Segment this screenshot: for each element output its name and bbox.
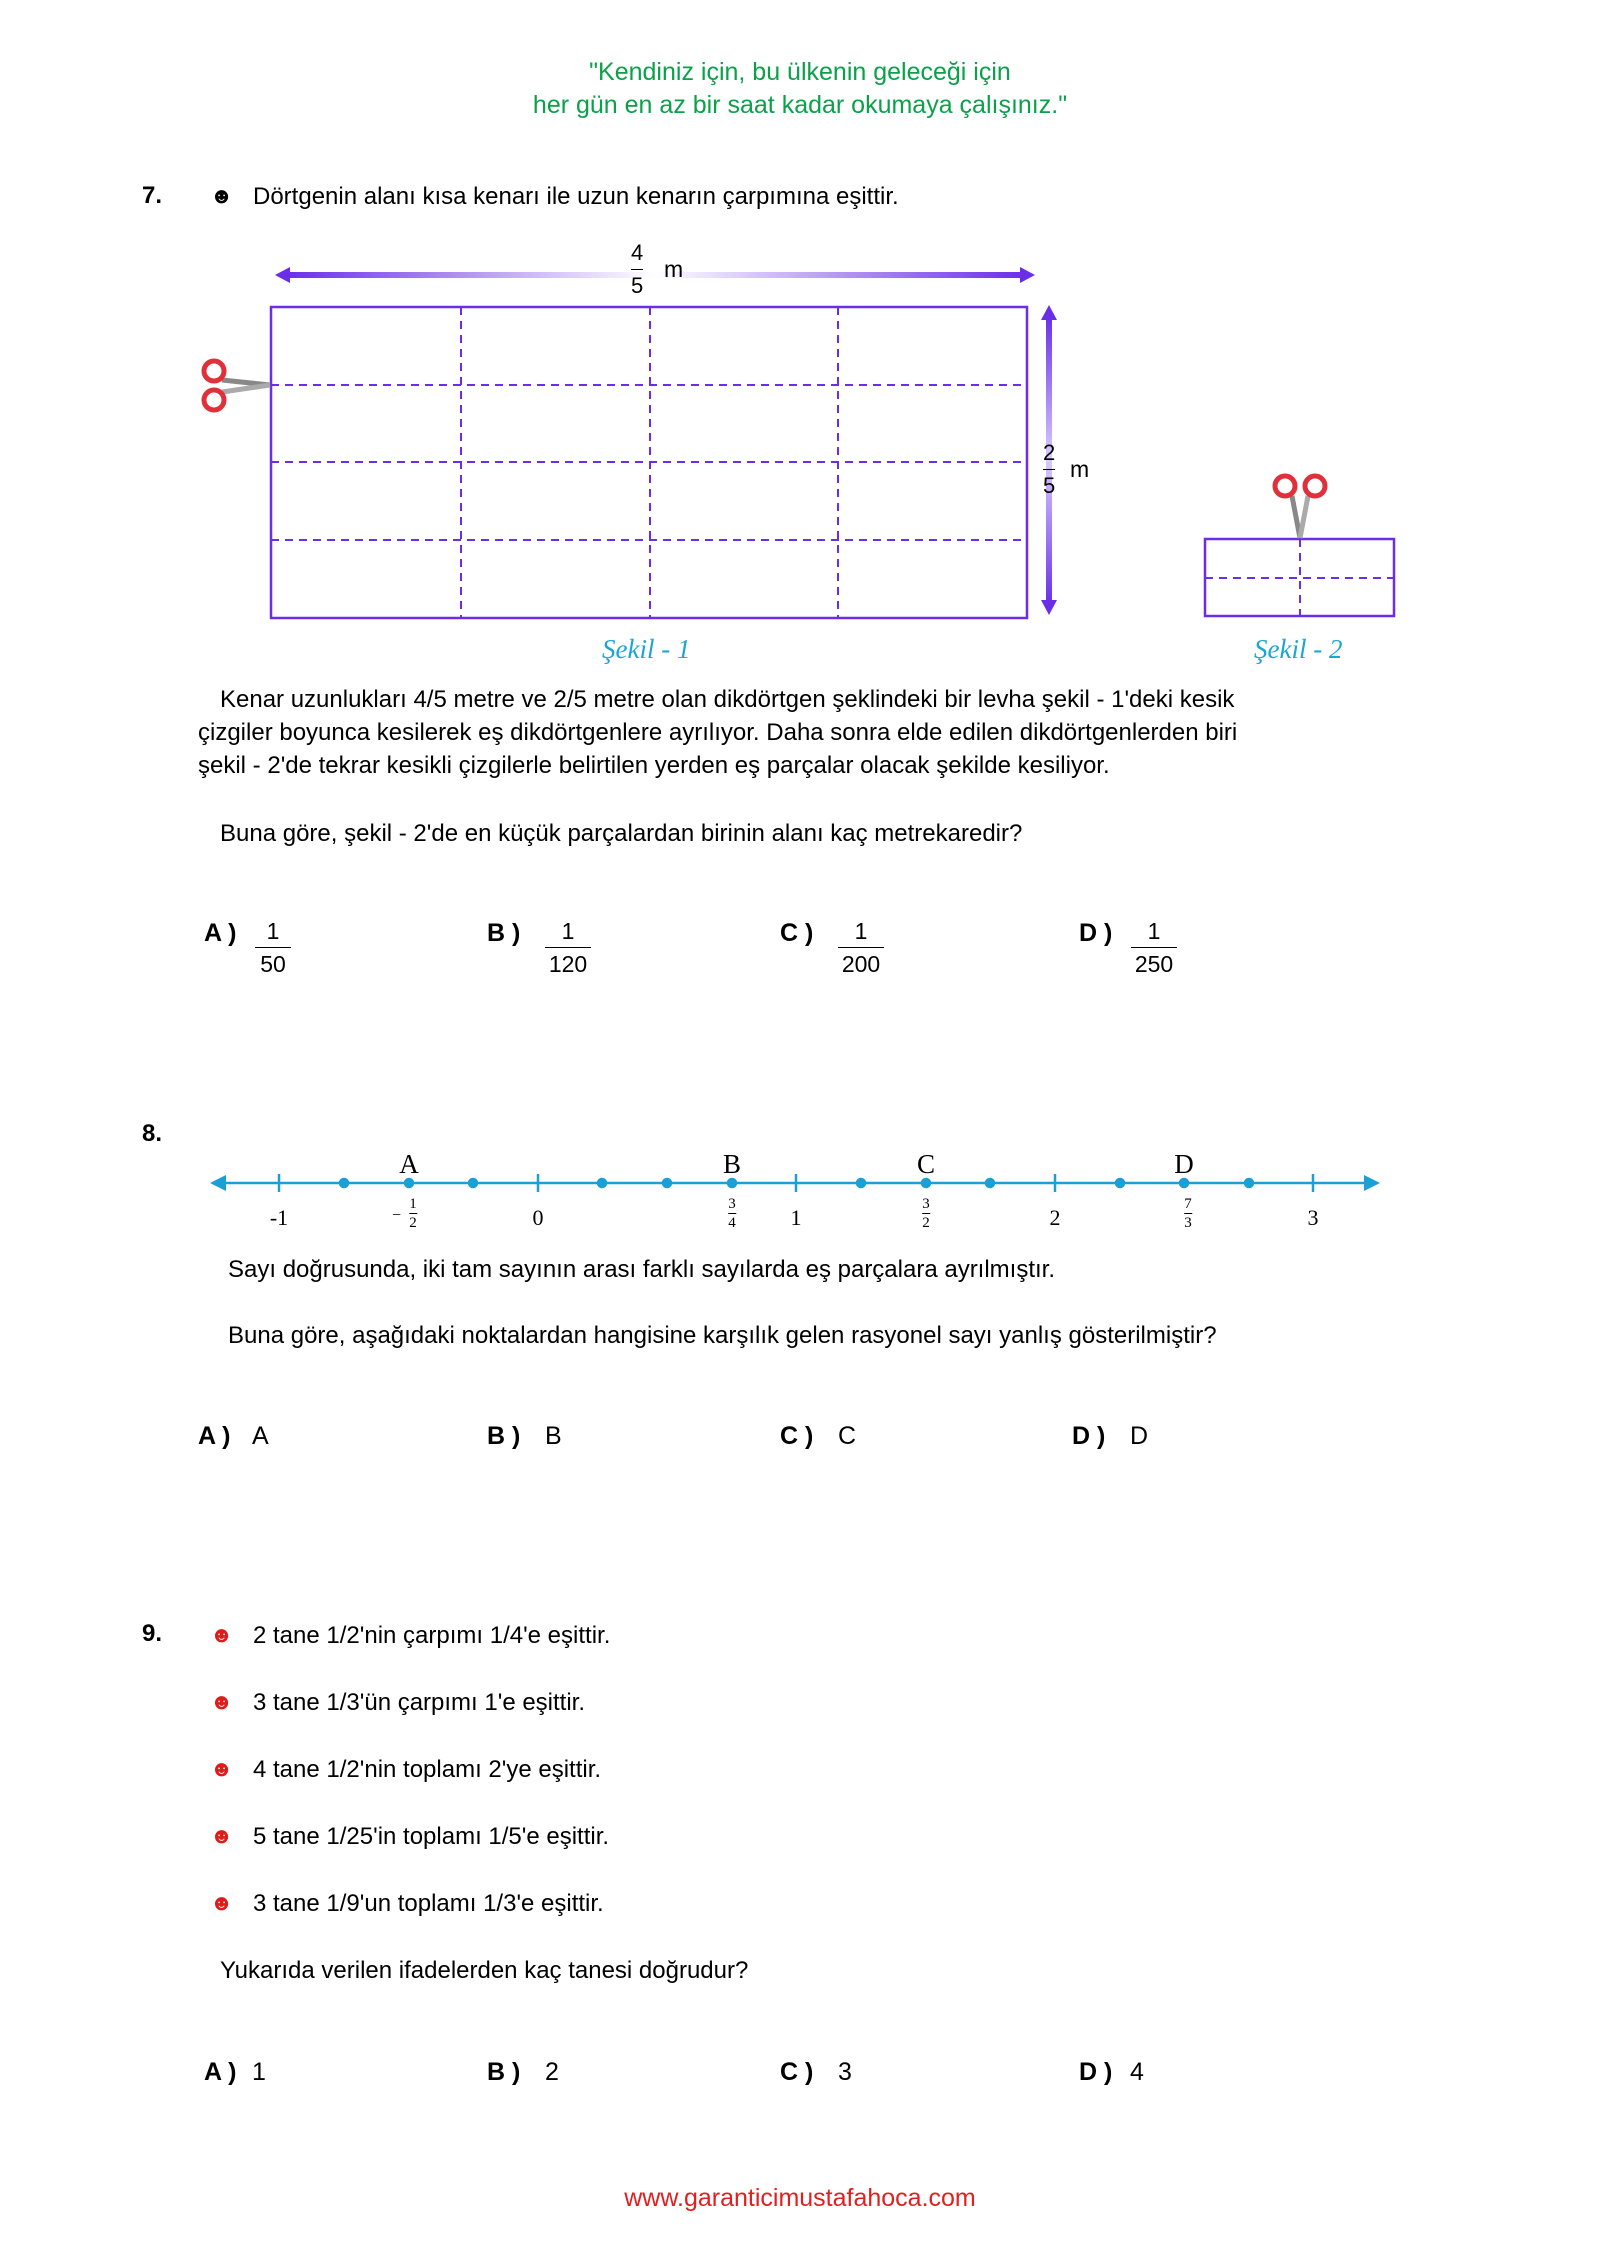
option-denominator: 200 — [841, 951, 881, 977]
tick-label: 3 — [1307, 1205, 1319, 1230]
point-c-letter: C — [916, 1149, 936, 1179]
q7-paragraph-line-2: çizgiler boyunca kesilerek eş dikdörtgenlere ayrılıyor. Daha sonra elde edilen dikdörtgenlerden biri — [198, 719, 1238, 746]
option-letter: A ) — [204, 2058, 237, 2086]
option-letter: C ) — [780, 919, 814, 947]
option-denominator: 50 — [260, 951, 286, 977]
option-letter: D ) — [1079, 919, 1113, 947]
denominator: 2 — [409, 1215, 417, 1231]
statement-text: 3 tane 1/9'un toplamı 1/3'e eşittir. — [253, 1890, 604, 1917]
denominator: 2 — [922, 1215, 930, 1231]
option-numerator: 1 — [854, 918, 868, 944]
statement-text: 3 tane 1/3'ün çarpımı 1'e eşittir. — [253, 1689, 586, 1716]
height-numerator: 2 — [1043, 440, 1056, 465]
option-denominator: 120 — [548, 951, 588, 977]
figure-2-caption: Şekil - 2 — [1254, 634, 1343, 664]
option-letter: C ) — [780, 1422, 814, 1450]
footer-url[interactable]: www.garanticimustafahoca.com — [624, 2184, 976, 2212]
height-denominator: 5 — [1043, 473, 1056, 498]
option-letter: B ) — [487, 1422, 521, 1450]
height-unit: m — [1070, 456, 1090, 482]
option-numerator: 1 — [266, 918, 280, 944]
option-numerator: 1 — [561, 918, 575, 944]
q7-paragraph-line-3: şekil - 2'de tekrar kesikli çizgilerle belirtilen yerden eş parçalar olacak şekilde kesiliyor. — [198, 752, 1110, 779]
question-7-number: 7. — [142, 182, 163, 209]
smiley-icon: ☻ — [210, 1622, 234, 1647]
point-d-letter: D — [1174, 1149, 1194, 1179]
point-a-value — [409, 1196, 417, 1231]
option-denominator: 250 — [1134, 951, 1174, 977]
option-letter: D ) — [1079, 2058, 1113, 2086]
q7-paragraph-line-1: Kenar uzunlukları 4/5 metre ve 2/5 metre olan dikdörtgen şeklindeki bir levha şekil - 1'deki kesik — [220, 686, 1235, 713]
smiley-icon: ☻ — [210, 1823, 234, 1848]
width-numerator: 4 — [631, 240, 644, 265]
tick-label: 2 — [1049, 1205, 1061, 1230]
smiley-icon: ☻ — [210, 1689, 234, 1714]
numerator: 3 — [728, 1196, 736, 1212]
statement-text: 2 tane 1/2'nin çarpımı 1/4'e eşittir. — [253, 1622, 611, 1649]
q7-bullet-text: Dörtgenin alanı kısa kenarı ile uzun kenarın çarpımına eşittir. — [253, 183, 899, 210]
numerator: 7 — [1184, 1196, 1192, 1212]
point-a-sign: − — [392, 1207, 402, 1224]
point-d-value — [1184, 1196, 1192, 1231]
point-a-letter: A — [399, 1149, 419, 1179]
figure-1-caption: Şekil - 1 — [602, 634, 691, 664]
tick-label: 0 — [532, 1205, 544, 1230]
q9-question: Yukarıda verilen ifadelerden kaç tanesi doğrudur? — [220, 1957, 749, 1984]
smiley-icon: ☻ — [210, 1756, 234, 1781]
point-b-letter: B — [722, 1149, 742, 1179]
option-value: B — [545, 1422, 562, 1450]
statement-text: 5 tane 1/25'in toplamı 1/5'e eşittir. — [253, 1823, 610, 1850]
numerator: 3 — [922, 1196, 930, 1212]
option-value: D — [1130, 1422, 1149, 1450]
option-value: A — [252, 1422, 269, 1450]
statement-text: 4 tane 1/2'nin toplamı 2'ye eşittir. — [253, 1756, 602, 1783]
option-value: 4 — [1130, 2058, 1144, 2086]
option-value: 3 — [838, 2058, 852, 2086]
option-value: 1 — [252, 2058, 266, 2086]
option-value: 2 — [545, 2058, 559, 2086]
tick-label: 1 — [790, 1205, 802, 1230]
option-letter: C ) — [780, 2058, 814, 2086]
quote-line-1: "Kendiniz için, bu ülkenin geleceği için — [589, 58, 1011, 86]
width-denominator: 5 — [631, 273, 644, 298]
option-letter: D ) — [1072, 1422, 1106, 1450]
smiley-icon: ☻ — [210, 1890, 234, 1915]
point-b-value — [728, 1196, 736, 1231]
denominator: 4 — [728, 1215, 736, 1231]
option-letter: A ) — [198, 1422, 231, 1450]
q8-question: Buna göre, aşağıdaki noktalardan hangisine karşılık gelen rasyonel sayı yanlış gösterilmiştir? — [228, 1322, 1217, 1349]
option-letter: B ) — [487, 919, 521, 947]
question-8-number: 8. — [142, 1120, 163, 1147]
smiley-icon: ☻ — [210, 183, 234, 208]
point-c-value — [922, 1196, 930, 1231]
width-unit: m — [664, 256, 684, 282]
option-letter: B ) — [487, 2058, 521, 2086]
q7-question: Buna göre, şekil - 2'de en küçük parçalardan birinin alanı kaç metrekaredir? — [220, 820, 1023, 847]
question-9-number: 9. — [142, 1620, 163, 1647]
tick-label: -1 — [269, 1205, 289, 1230]
option-value: C — [838, 1422, 857, 1450]
denominator: 3 — [1184, 1215, 1192, 1231]
option-numerator: 1 — [1147, 918, 1161, 944]
quote-line-2: her gün en az bir saat kadar okumaya çalışınız." — [532, 91, 1068, 119]
q8-statement: Sayı doğrusunda, iki tam sayının arası farklı sayılarda eş parçalara ayrılmıştır. — [228, 1256, 1056, 1283]
option-letter: A ) — [204, 919, 237, 947]
numerator: 1 — [409, 1196, 417, 1212]
